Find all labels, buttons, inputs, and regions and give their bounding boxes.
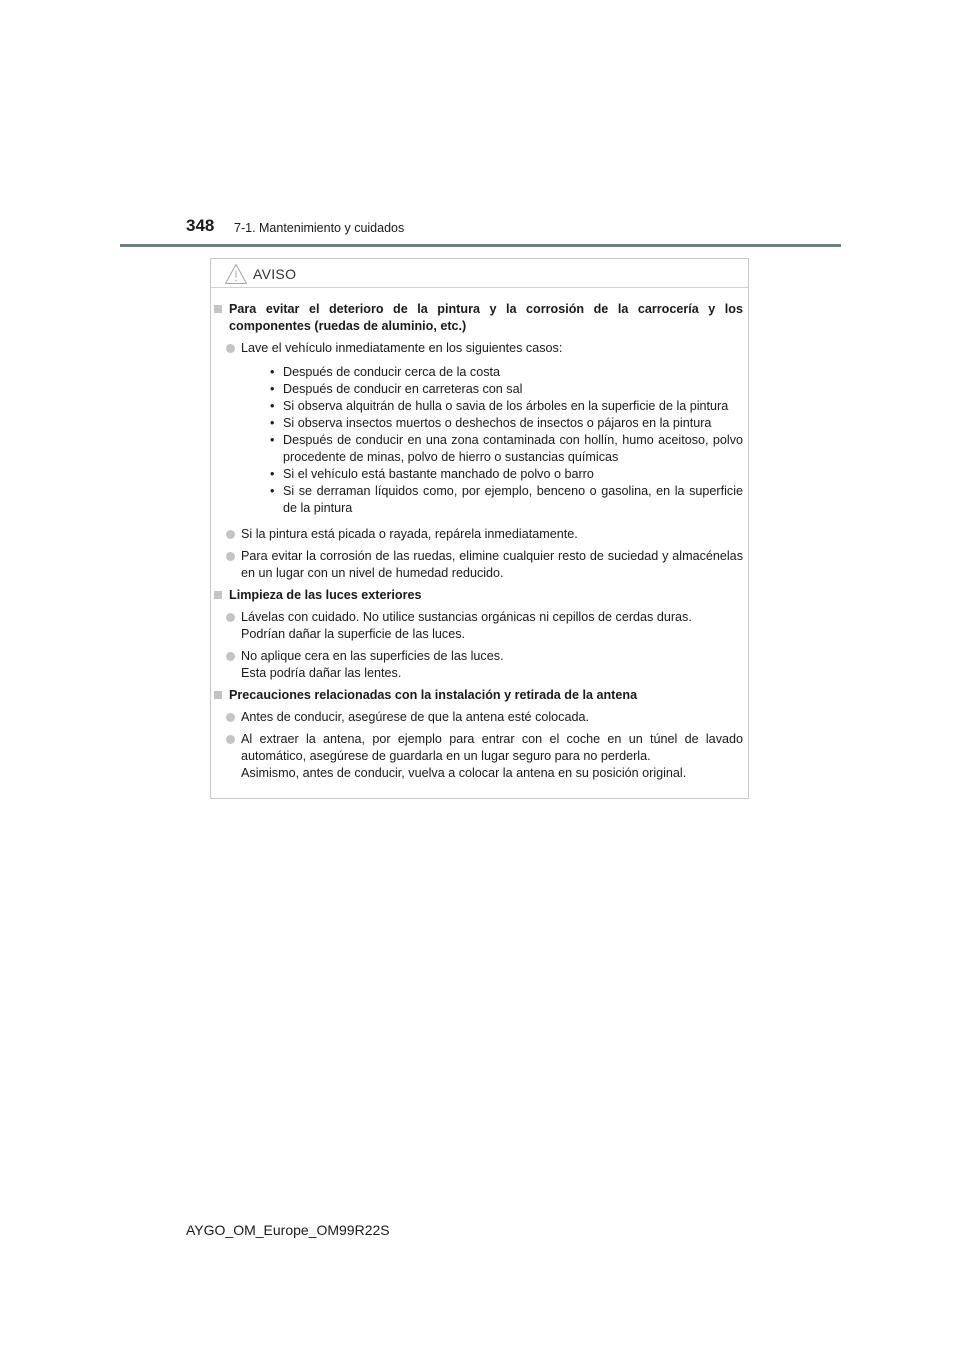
list-item: Antes de conducir, asegúrese de que la antena esté colocada. — [226, 709, 743, 726]
header-rule — [120, 244, 841, 247]
sub-list-item: • Si se derraman líquidos como, por ejemplo, benceno o gasolina, en la superficie de la pintura — [270, 484, 743, 515]
square-bullet-icon — [214, 591, 222, 599]
section-heading: Precauciones relacionadas con la instalación y retirada de la antena — [214, 687, 743, 704]
page-number: 348 — [186, 216, 215, 235]
warning-triangle-icon — [224, 263, 248, 285]
circle-bullet-icon — [226, 613, 235, 622]
list-item: Si la pintura está picada o rayada, repárela inmediatamente. — [226, 526, 743, 543]
sub-list — [268, 364, 743, 517]
circle-bullet-icon — [226, 713, 235, 722]
section-heading: Para evitar el deterioro de la pintura y la corrosión de la carrocería y los componentes (ruedas de aluminio, etc.) — [214, 301, 743, 335]
sub-list-item: • Si observa insectos muertos o deshechos de insectos o pájaros en la pintura — [270, 416, 712, 430]
circle-bullet-icon — [226, 652, 235, 661]
sub-list-item: • Después de conducir en carreteras con sal — [270, 382, 523, 396]
square-bullet-icon — [214, 691, 222, 699]
list-item: Lave el vehículo inmediatamente en los siguientes casos: • Después de conducir cerca de la costa • Después de conducir en carreteras con sal • Si observa alquitrán de hulla o savia de los árboles en la superficie de la pintura • Si observa insectos muertos o deshechos de insectos o pájaros en la pintura • Después de conducir en una zona contaminada con hollín, humo aceitoso, polvo procedente de minas, polvo de hierro o sustancias químicas • Si el vehículo está bastante manchado de polvo o barro • Si se derraman líquidos como, por ejemplo, benceno o gasolina, en la superficie de la pintura — [226, 340, 743, 521]
list-item: Lávelas con cuidado. No utilice sustancias orgánicas ni cepillos de cerdas duras. Podrían dañar la superficie de las luces. — [226, 609, 743, 643]
document-code: AYGO_OM_Europe_OM99R22S — [186, 1222, 390, 1238]
section-title: 7-1. Mantenimiento y cuidados — [234, 221, 405, 235]
warning-divider — [211, 287, 748, 288]
list-item: No aplique cera en las superficies de las luces. Esta podría dañar las lentes. — [226, 648, 743, 682]
sub-list-item: • Si el vehículo está bastante manchado de polvo o barro — [270, 467, 594, 481]
list-item: Al extraer la antena, por ejemplo para entrar con el coche en un túnel de lavado automático, asegúrese de guardarla en un lugar seguro para no perderla. Asimismo, antes de conducir, vuelva a colocar la antena en su posición original. — [226, 731, 743, 782]
section-heading: Limpieza de las luces exteriores — [214, 587, 743, 604]
circle-bullet-icon — [226, 552, 235, 561]
sub-list-item: • Si observa alquitrán de hulla o savia de los árboles en la superficie de la pintura — [270, 399, 729, 413]
sub-list-item: • Después de conducir en una zona contaminada con hollín, humo aceitoso, polvo procedente de minas, polvo de hierro o sustancias químicas — [270, 433, 743, 464]
warning-title: AVISO — [253, 266, 297, 282]
circle-bullet-icon — [226, 735, 235, 744]
square-bullet-icon — [214, 305, 222, 313]
warning-content — [214, 301, 743, 787]
circle-bullet-icon — [226, 344, 235, 353]
sub-list-item: • Después de conducir cerca de la costa — [270, 365, 501, 379]
circle-bullet-icon — [226, 530, 235, 539]
warning-header — [224, 262, 296, 286]
list-item: Para evitar la corrosión de las ruedas, elimine cualquier resto de suciedad y almacénelas en un lugar con un nivel de humedad reducido. — [226, 548, 743, 582]
